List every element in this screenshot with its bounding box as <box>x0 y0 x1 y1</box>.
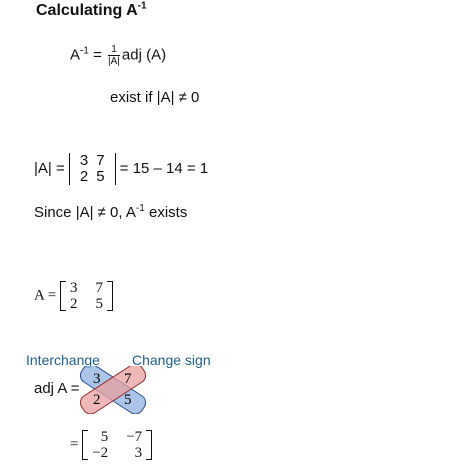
since-text: Since |A| ≠ 0, A <box>34 204 136 221</box>
title-sup: -1 <box>137 0 147 12</box>
determinant-result: = 15 – 14 = 1 <box>119 159 209 177</box>
res-cell-11: 5 <box>100 429 109 445</box>
det-cell-21: 2 <box>79 168 89 185</box>
title-text: Calculating A <box>36 2 138 19</box>
adj-cell-21: 2 <box>93 392 101 408</box>
determinant-matrix <box>69 153 116 185</box>
existence-condition: exist if |A| ≠ 0 <box>110 89 200 106</box>
formula-rhs: adj (A) <box>121 46 167 64</box>
res-cell-12: −7 <box>126 429 143 445</box>
a-cell-21: 2 <box>69 296 78 312</box>
page-title <box>36 2 147 20</box>
fraction-denominator: |A| <box>108 56 120 67</box>
matrix-a-label: A = <box>34 287 57 304</box>
fraction-numerator: 1 <box>108 44 120 56</box>
since-sup: -1 <box>135 203 145 214</box>
result-equals: = <box>70 436 79 453</box>
det-cell-22: 5 <box>96 168 105 185</box>
inverse-formula <box>70 44 166 67</box>
formula-equals: = <box>93 46 102 64</box>
adj-cell-22: 5 <box>124 392 132 408</box>
formula-lhs-sup: -1 <box>80 45 89 57</box>
adj-cell-12: 7 <box>124 371 132 387</box>
det-cell-11: 3 <box>79 152 89 169</box>
a-cell-12: 7 <box>95 280 103 296</box>
res-cell-21: −2 <box>92 445 109 461</box>
formula-fraction <box>108 44 120 67</box>
adj-label: adj A = <box>34 380 80 397</box>
since-statement <box>34 204 187 221</box>
adj-swap-diagram <box>80 366 146 414</box>
interchange-label: Interchange <box>26 352 100 368</box>
res-cell-22: 3 <box>134 445 143 461</box>
matrix-a-line <box>34 280 113 312</box>
adj-cell-11: 3 <box>93 371 101 387</box>
determinant-line <box>34 153 208 185</box>
matrix-a <box>60 280 113 312</box>
det-cell-12: 7 <box>96 152 105 169</box>
formula-lhs: A <box>70 46 81 64</box>
result-matrix <box>82 429 152 461</box>
determinant-lhs: |A| = <box>34 159 65 177</box>
result-line <box>70 429 152 461</box>
a-cell-11: 3 <box>69 280 78 296</box>
change-sign-label: Change sign <box>132 352 211 368</box>
a-cell-22: 5 <box>95 296 103 312</box>
since-tail: exists <box>144 204 188 221</box>
